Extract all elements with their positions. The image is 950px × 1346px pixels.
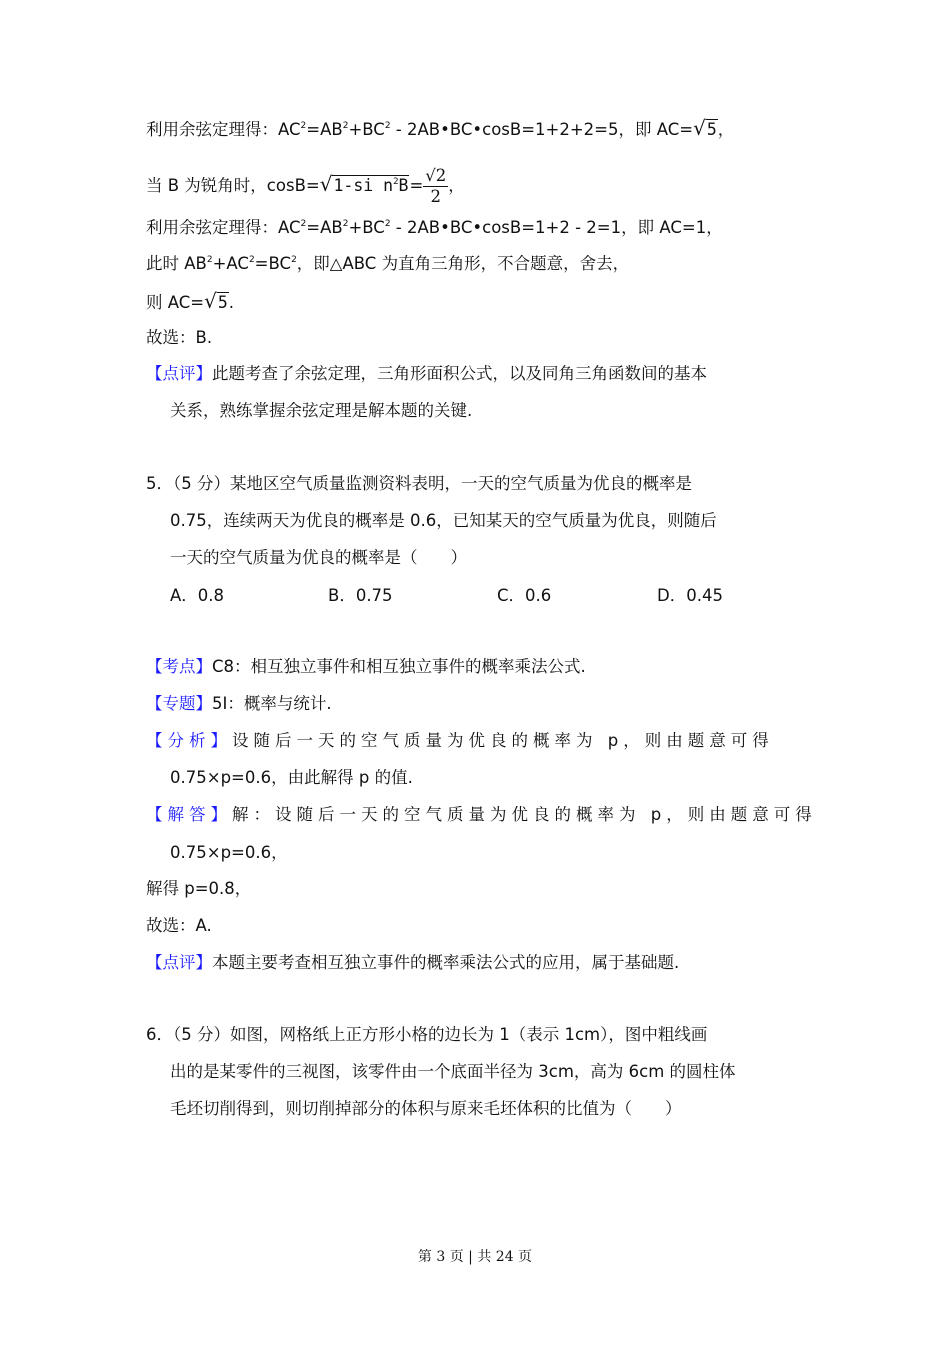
- sqrt-expression: √5: [693, 116, 717, 140]
- solution: 【解答】解：设随后一天的空气质量为优良的概率为 p，则由题意可得: [146, 805, 817, 824]
- comment-label: 【点评】: [146, 953, 212, 972]
- analysis-label: 【分析】: [146, 731, 232, 750]
- comment-line: 关系，熟练掌握余弦定理是解本题的关键.: [170, 401, 473, 420]
- sqrt-expression: √1-si $n^2B$: [319, 172, 409, 196]
- comment-label: 【点评】: [146, 364, 212, 383]
- option-d: D．0.45: [657, 586, 723, 605]
- solution-label: 【解答】: [146, 805, 232, 824]
- solution-line: 利用余弦定理得：$AC^2=AB^2+BC^2$ - 2AB•BC•cosB=1+2+2=5，即 AC=√5，: [146, 116, 735, 140]
- solution-line: 此时 $AB^2+AC^2=BC^2$，即△ABC 为直角三角形，不合题意，舍去，: [146, 254, 630, 273]
- question-5-line: 一天的空气质量为优良的概率是（ ）: [170, 548, 467, 567]
- analysis: 【分析】设随后一天的空气质量为优良的概率为 p，则由题意可得: [146, 731, 774, 750]
- knowledge-label: 【考点】: [146, 657, 212, 676]
- comment-line: 【点评】本题主要考查相互独立事件的概率乘法公式的应用，属于基础题.: [146, 953, 680, 972]
- solution-line: 0.75×p=0.6，: [170, 843, 288, 862]
- page-footer: 第 3 页 | 共 24 页: [417, 1249, 533, 1265]
- solution-line: 则 AC=√5.: [146, 289, 235, 313]
- fraction: $\frac{√2}{2}$: [425, 166, 447, 206]
- topic: 【专题】5I：概率与统计.: [146, 694, 332, 713]
- question-5-line: 5．（5 分）某地区空气质量监测资料表明，一天的空气质量为优良的概率是: [146, 474, 692, 493]
- answer-line: 故选：B.: [146, 328, 213, 347]
- solution-line: 当 B 为锐角时，cosB=√1-si $n^2B=$ $\frac{√2}{2}$ ，: [146, 166, 465, 206]
- solution-line: 解得 p=0.8，: [146, 879, 252, 898]
- topic-label: 【专题】: [146, 694, 212, 713]
- analysis-line: 0.75×p=0.6，由此解得 p 的值.: [170, 768, 413, 787]
- option-a: A．0.8: [170, 586, 225, 605]
- sqrt-expression: √5: [204, 289, 228, 313]
- option-c: C．0.6: [497, 586, 552, 605]
- comment-line: 【点评】此题考查了余弦定理，三角形面积公式，以及同角三角函数间的基本: [146, 364, 707, 383]
- question-6-line: 6．（5 分）如图，网格纸上正方形小格的边长为 1（表示 1cm），图中粗线画: [146, 1025, 708, 1044]
- question-6-line: 毛坯切削得到，则切削掉部分的体积与原来毛坯体积的比值为（ ）: [170, 1099, 682, 1118]
- question-6-line: 出的是某零件的三视图，该零件由一个底面半径为 3cm，高为 6cm 的圆柱体: [170, 1062, 736, 1081]
- option-b: B．0.75: [328, 586, 393, 605]
- knowledge-point: 【考点】C8：相互独立事件和相互独立事件的概率乘法公式.: [146, 657, 586, 676]
- solution-line: 利用余弦定理得：$AC^2=AB^2+BC^2$ - 2AB•BC•cosB=1+2 - 2=1，即 AC=1，: [146, 218, 723, 237]
- question-5-line: 0.75，连续两天为优良的概率是 0.6，已知某天的空气质量为优良，则随后: [170, 511, 717, 530]
- answer-line: 故选：A.: [146, 916, 212, 935]
